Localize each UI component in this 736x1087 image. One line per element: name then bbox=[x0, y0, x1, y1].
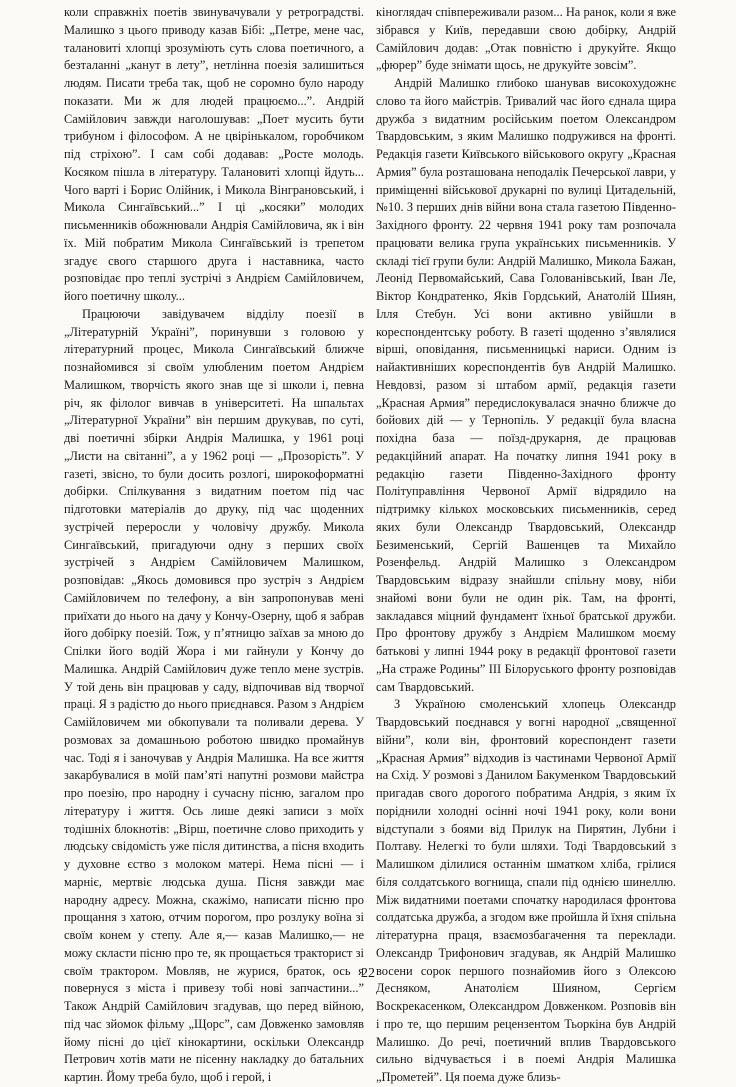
paragraph: З Україною смоленський хлопець Олександр Твардовський поєднався у вогні народної „священної війни”, коли він, фронтовий кореспондент газети „Красная Армия” відходив із частинами Червоної Армії на Схід. У розмові з Данилом Бакуменком Твардовський пригадав свого дорогого побратима Андрія, з яким їх поріднили холодні осінні ночі 1941 року, коли вони відступали з боями від Прилук на Пирятин, Лубни і Полтаву. Нелегкі то були шляхи. Тоді Твардовський з Малишком ділилися останнім шматком хліба, грілися біля солдатського вогнища, спали під однією шинеллю. Між видатними поетами спочатку народилася фронтова солдатська дружба, а згодом вже пройшла й їхня спільна літературна праця, взаємозбагачення та переклади. Олександр Трифонович згадував, як Андрій Малишко восени сорок першого познайомив його з Олексою Десняком, Анатолієм Шияном, Сергієм Воскрекасенком, Олександром Довженком. Розповів він і про те, що першим рецензентом Тьоркіна був Андрій Малишко. До речі, поетичний вплив Твардовського сильно відчувається і в поемі Андрія Малишка „Прометей”. Ця поема дуже близь- bbox=[376, 697, 676, 1084]
right-column bbox=[376, 4, 676, 1087]
paragraph: кіноглядач співпереживали разом... На ранок, коли я вже зібрався у Київ, передавши свою добірку, Андрій Самійлович додав: „Отак повністю і друкуйте. Якщо „фюрер” буде знімати щось, не друкуйте зовсім”. bbox=[376, 5, 676, 73]
paragraph: Працюючи завідувачем відділу поезії в „Літературній Україні”, поринувши з головою у літературний процес, Микола Сингаївський ближче познайомився зі своїм улюбленим поетом Андрієм Малишком, творчість якого знав ще зі школи і, певна річ, як філолог вивчав в університеті. На шпальтах „Літературної України” він першим друкував, по суті, дві поетичні збірки Андрія Малишка, у 1961 році „Листи на світанні”, а у 1962 році — „Прозорість”. У газеті, звісно, то були досить розлогі, широкоформатні добірки. Спілкування з видатним поетом під час підготовки матеріалів до друку, під час щоденних зустрічей переросли у чоловічу дружбу. Микола Сингаївський, пригадуючи одну з перших своїх зустрічей з Андрієм Самійловичем Малишком, розповідав: „Якось домовився про зустріч з Андрієм Самійловичем по телефону, а він запропонував мені приїхати до нього на дачу у Кончу-Озерну, щоб я забрав його добірку поезій. Тож, у п’ятницю заїхав за мною до Спілки його водій Жора і ми гайнули у Кончу до Малишка. Андрій Самійлович дуже тепло мене зустрів. У той день він працював у саду, відпочивав від творчої праці. Я з радістю до нього приєднався. Разом з Андрієм Самійловичем ми обкопували та поливали дерева. У розмовах за домашньою роботою швидко промайнув час. Тоді я і заночував у Андрія Малишка. На все життя закарбувалися в моїй пам’яті напутні розмови майстра про поезію, про народну і сучасну пісню, загалом про літературу і життя. Ось лише деякі записи з моїх тодішніх блокнотів: „Вірш, поетичне слово приходить у людську свідомість уже після дитинства, а пісня входить у духовне єство з молоком матері. Нема пісні — і марніє, мертвіє людська душа. Пісня завжди має народну адресу. Можна, скажімо, написати пісню про прощання з хатою, отчим порогом, про розлуку воїна зі своїм конем у степу. Але я,— казав Малишко,— не можу скласти пісню про те, як прощається тракторист зі своїм трактором. Мовляв, не журися, браток, ось я повернуся з міста і привезу тобі нові запчастини...” Також Андрій Самійлович згадував, що перед війною, під час зйомок фільму „Щорс”, сам Довженко замовляв йому пісні до цієї кінокартини, оскільки Олександр Петрович хотів мати не пісенну накладку до батальних картин. Йому треба було, щоб і герой, і bbox=[64, 306, 364, 1084]
page-number: 22 bbox=[361, 966, 375, 981]
left-column bbox=[64, 4, 364, 1087]
paragraph: коли справжніх поетів звинувачували у ретроградстві. Малишко з цього приводу казав Бібі: „Петре, мене час, талановиті хлопці зрозуміють суть слова поетичного, а безталанні „канут в лету”, нетлінна поезія залишиться людям. Писати треба так, щоб не соромно було народу показати. Ми ж для людей працюємо...”. Андрій Самійлович завжди наголошував: „Поет мусить бути трибуном і філософом. А не цвірінькалом, горобчиком під стріхою”. І сам собі додавав: „Росте молодь. Косяком пішла в літературу. Талановиті хлопці йдуть... Чого варті і Борис Олійник, і Микола Вінграновський, і Микола Сингаївський...” І ці „косяки” молодих письменників обожнювали Андрія Самійловича, як і він їх. Мій побратим Микола Сингаївський із трепетом згадує свого старшого друга і наставника, часто розповідає про теплі зустрічі з Андрієм Самійловичем, його поетичну школу... bbox=[64, 5, 364, 303]
paragraph: Андрій Малишко глибоко шанував високохудожнє слово та його майстрів. Тривалий час його єднала щира дружба з видатним російським поетом Олександром Твардовським, з яким Малишко подружився на фронті. Редакція газети Київського військового округу „Красная Армия” була розташована неподалік Печерської лаври, у приміщенні військової друкарні по вулиці Цитадельній, №10. З перших днів війни вона стала газетою Південно-Західного фронту. 22 червня 1941 року там розпочала працювати велика група українських письменників. У складі тієї групи були: Андрій Малишко, Микола Бажан, Леонід Первомайський, Сава Голованівський, Іван Ле, Віктор Кондратенко, Яків Гордський, Анатолій Шиян, Ілля Стебун. Усі вони активно увійшли в кореспондентську роботу. В газеті щоденно з’являлися вірші, оповідання, письменницькі нариси. Одним із найактивніших кореспондентів був Андрій Малишко. Невдовзі, разом зі штабом армії, редакція газети „Красная Армия” передислокувалася значно ближче до бойових дій — у Тернопіль. У редакції була власна похідна база — поїзд-друкарня, де працював редакційний апарат. На початку липня 1941 року в редакцію газети Південно-Західного фронту Політуправління Червоної Армії відрядило на підтримку кількох московських письменників, серед яких були Олександр Твардовський, Олександр Безименський, Сергій Вашенцев та Михайло Розенфельд. Андрій Малишко з Олександром Твардовським відразу знайшли спільну мову, ніби знайомі вони були не один рік. Там, на фронті, закладався міцний фундамент їхньої братської дружби. Про фронтову дружбу з Андрієм Малишком моєму батькові у липні 1944 року в редакції фронтової газети „На страже Родины” III Білоруського фронту розповідав сам Твардовський. bbox=[376, 76, 676, 694]
